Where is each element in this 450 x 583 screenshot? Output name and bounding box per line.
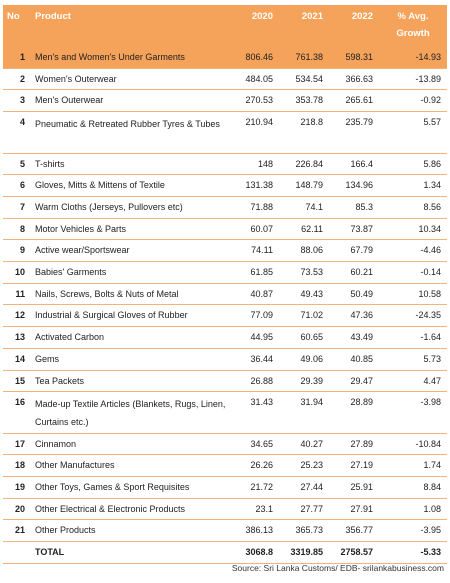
row-number: 13 xyxy=(14,332,25,343)
table-row xyxy=(3,68,447,90)
avg-growth: -24.35 xyxy=(415,310,441,321)
product-name: Babies' Garments xyxy=(35,267,107,278)
product-name: Gems xyxy=(35,353,60,364)
value-2022: 366.63 xyxy=(345,73,373,84)
avg-growth: 1.74 xyxy=(423,460,441,471)
value-2020: 36.44 xyxy=(250,353,273,364)
export-table xyxy=(3,5,447,564)
value-2020: 210.94 xyxy=(245,117,273,128)
row-number: 4 xyxy=(19,117,25,128)
value-2021: 761.38 xyxy=(295,52,323,62)
table-row xyxy=(3,305,447,327)
product-name: Pneumatic & Retreated Rubber Tyres & Tubes xyxy=(35,119,220,130)
total-spacer xyxy=(3,542,33,564)
total-growth: -5.33 xyxy=(379,542,447,564)
header-no: No xyxy=(3,5,33,47)
value-2022: 235.79 xyxy=(345,117,373,128)
row-number: 16 xyxy=(14,397,25,408)
product-name: Warm Cloths (Jerseys, Pullovers etc) xyxy=(35,201,183,212)
value-2022: 25.91 xyxy=(350,482,373,493)
value-2020: 31.43 xyxy=(250,397,273,408)
table-header xyxy=(3,5,447,47)
header-2021: 2021 xyxy=(279,5,329,47)
value-2022: 29.47 xyxy=(350,375,373,386)
table-row xyxy=(3,218,447,240)
value-2020: 40.87 xyxy=(250,288,273,299)
row-number: 20 xyxy=(14,503,25,514)
value-2022: 40.85 xyxy=(350,353,373,364)
row-number: 15 xyxy=(14,375,25,386)
row-number: 18 xyxy=(14,460,25,471)
avg-growth: 5.73 xyxy=(423,353,441,364)
value-2021: 365.73 xyxy=(295,525,323,536)
value-2022: 265.61 xyxy=(345,95,373,106)
value-2022: 356.77 xyxy=(345,525,373,536)
value-2021: 27.44 xyxy=(300,482,323,493)
value-2020: 71.88 xyxy=(250,201,273,212)
avg-growth: -3.98 xyxy=(420,397,441,408)
value-2021: 49.06 xyxy=(300,353,323,364)
product-name: Cinnamon xyxy=(35,438,77,449)
product-name: Industrial & Surgical Gloves of Rubber xyxy=(35,310,188,321)
product-name: Gloves, Mitts & Mittens of Textile xyxy=(35,180,165,191)
product-name: Active wear/Sportswear xyxy=(35,245,130,256)
table-row xyxy=(3,262,447,284)
product-name: T-shirts xyxy=(35,158,65,169)
table-row xyxy=(3,327,447,349)
table-row xyxy=(3,520,447,542)
value-2022: 47.36 xyxy=(350,310,373,321)
avg-growth: -0.14 xyxy=(420,267,441,278)
row-number: 8 xyxy=(19,223,25,234)
value-2022: 598.31 xyxy=(345,52,373,62)
total-2020: 3068.8 xyxy=(229,542,279,564)
avg-growth: 1.34 xyxy=(423,180,441,191)
value-2022: 50.49 xyxy=(350,288,373,299)
avg-growth: 5.57 xyxy=(423,117,441,128)
value-2020: 74.11 xyxy=(251,245,273,256)
avg-growth: 4.47 xyxy=(423,375,441,386)
product-name: Other Manufactures xyxy=(35,460,115,471)
value-2021: 88.06 xyxy=(300,245,323,256)
value-2020: 26.88 xyxy=(250,375,273,386)
avg-growth: 10.58 xyxy=(418,288,441,299)
value-2020: 34.65 xyxy=(250,438,273,449)
value-2021: 27.77 xyxy=(300,503,323,514)
row-number: 2 xyxy=(19,73,25,84)
avg-growth: -4.46 xyxy=(420,245,441,256)
value-2021: 353.78 xyxy=(295,95,323,106)
table-row xyxy=(3,240,447,262)
row-number: 11 xyxy=(15,288,25,299)
avg-growth: 8.56 xyxy=(423,201,441,212)
value-2020: 44.95 xyxy=(250,332,273,343)
table-body xyxy=(3,47,447,563)
export-table-container xyxy=(3,5,447,564)
product-name: Tea Packets xyxy=(35,375,85,386)
value-2021: 40.27 xyxy=(300,438,323,449)
value-2021: 226.84 xyxy=(295,158,323,169)
value-2020: 806.46 xyxy=(245,52,273,62)
total-2022: 2758.57 xyxy=(329,542,379,564)
value-2021: 73.53 xyxy=(300,267,323,278)
avg-growth: -0.92 xyxy=(420,95,441,106)
product-name: Other Products xyxy=(35,525,96,536)
value-2022: 27.89 xyxy=(350,438,373,449)
source-note: Source: Sri Lanka Customs/ EDB- srilankabusiness.com xyxy=(231,563,444,573)
value-2022: 28.89 xyxy=(350,397,373,408)
value-2020: 148 xyxy=(257,158,273,169)
table-row xyxy=(3,47,447,68)
product-name: Made-up Textile Articles (Blankets, Rugs, Linen, Curtains etc.) xyxy=(35,399,226,428)
row-number: 9 xyxy=(19,245,25,256)
total-row xyxy=(3,542,447,564)
product-name: Men's and Women's Under Garments xyxy=(35,52,185,62)
product-name: Nails, Screws, Bolts & Nuts of Metal xyxy=(35,288,179,299)
value-2022: 166.4 xyxy=(350,158,373,169)
value-2022: 134.96 xyxy=(345,180,373,191)
product-name: Women's Outerwear xyxy=(35,73,117,84)
value-2022: 43.49 xyxy=(350,332,373,343)
value-2021: 29.39 xyxy=(300,375,323,386)
table-row xyxy=(3,196,447,218)
header-2020: 2020 xyxy=(229,5,279,47)
total-label: TOTAL xyxy=(33,542,229,564)
avg-growth: 8.84 xyxy=(423,482,441,493)
value-2020: 60.07 xyxy=(250,223,273,234)
row-number: 14 xyxy=(14,353,25,364)
row-number: 1 xyxy=(19,52,25,62)
table-row xyxy=(3,498,447,520)
row-number: 10 xyxy=(14,267,25,278)
table-row xyxy=(3,283,447,305)
row-number: 19 xyxy=(14,482,25,493)
product-name: Men's Outerwear xyxy=(35,95,104,106)
value-2022: 85.3 xyxy=(355,201,373,212)
header-2022: 2022 xyxy=(329,5,379,47)
table-row xyxy=(3,175,447,197)
avg-growth: -14.93 xyxy=(415,52,441,62)
total-2021: 3319.85 xyxy=(279,542,329,564)
value-2021: 25.23 xyxy=(300,460,323,471)
value-2020: 61.85 xyxy=(250,267,273,278)
value-2022: 60.21 xyxy=(350,267,373,278)
header-product: Product xyxy=(33,5,229,47)
value-2021: 60.65 xyxy=(300,332,323,343)
row-number: 21 xyxy=(14,525,25,536)
avg-growth: 10.34 xyxy=(418,223,441,234)
row-number: 3 xyxy=(19,95,25,106)
table-row xyxy=(3,392,447,433)
avg-growth: -1.64 xyxy=(420,332,441,343)
value-2022: 73.87 xyxy=(350,223,373,234)
row-number: 17 xyxy=(14,438,25,449)
row-number: 5 xyxy=(19,158,25,169)
value-2020: 131.38 xyxy=(245,180,273,191)
table-row xyxy=(3,455,447,477)
avg-growth: -3.95 xyxy=(420,525,441,536)
avg-growth: -13.89 xyxy=(415,73,441,84)
value-2021: 31.94 xyxy=(300,397,323,408)
row-number: 7 xyxy=(19,201,25,212)
value-2021: 74.1 xyxy=(305,201,323,212)
product-name: Motor Vehicles & Parts xyxy=(35,223,127,234)
table-row xyxy=(3,153,447,175)
value-2020: 270.53 xyxy=(245,95,273,106)
row-number: 12 xyxy=(14,310,25,321)
value-2022: 27.91 xyxy=(350,503,373,514)
product-name: Other Electrical & Electronic Products xyxy=(35,503,186,514)
table-row xyxy=(3,348,447,370)
table-row xyxy=(3,90,447,112)
value-2021: 534.54 xyxy=(295,73,323,84)
product-name: Activated Carbon xyxy=(35,332,105,343)
value-2020: 77.09 xyxy=(250,310,273,321)
value-2021: 71.02 xyxy=(300,310,323,321)
avg-growth: 1.08 xyxy=(423,503,441,514)
header-avg-growth: % Avg. Growth xyxy=(379,5,447,47)
value-2021: 49.43 xyxy=(300,288,323,299)
value-2020: 26.26 xyxy=(250,460,273,471)
table-row xyxy=(3,370,447,392)
value-2022: 27.19 xyxy=(350,460,373,471)
value-2022: 67.79 xyxy=(350,245,373,256)
table-row xyxy=(3,112,447,153)
value-2021: 62.11 xyxy=(301,223,323,234)
avg-growth: 5.86 xyxy=(423,158,441,169)
product-name: Other Toys, Games & Sport Requisites xyxy=(35,482,190,493)
value-2020: 21.72 xyxy=(250,482,273,493)
value-2020: 23.1 xyxy=(255,503,273,514)
table-row xyxy=(3,433,447,455)
table-row xyxy=(3,477,447,499)
avg-growth: -10.84 xyxy=(415,438,441,449)
value-2021: 218.8 xyxy=(300,117,323,128)
value-2020: 386.13 xyxy=(245,525,273,536)
row-number: 6 xyxy=(19,180,25,191)
value-2020: 484.05 xyxy=(245,73,273,84)
value-2021: 148.79 xyxy=(295,180,323,191)
